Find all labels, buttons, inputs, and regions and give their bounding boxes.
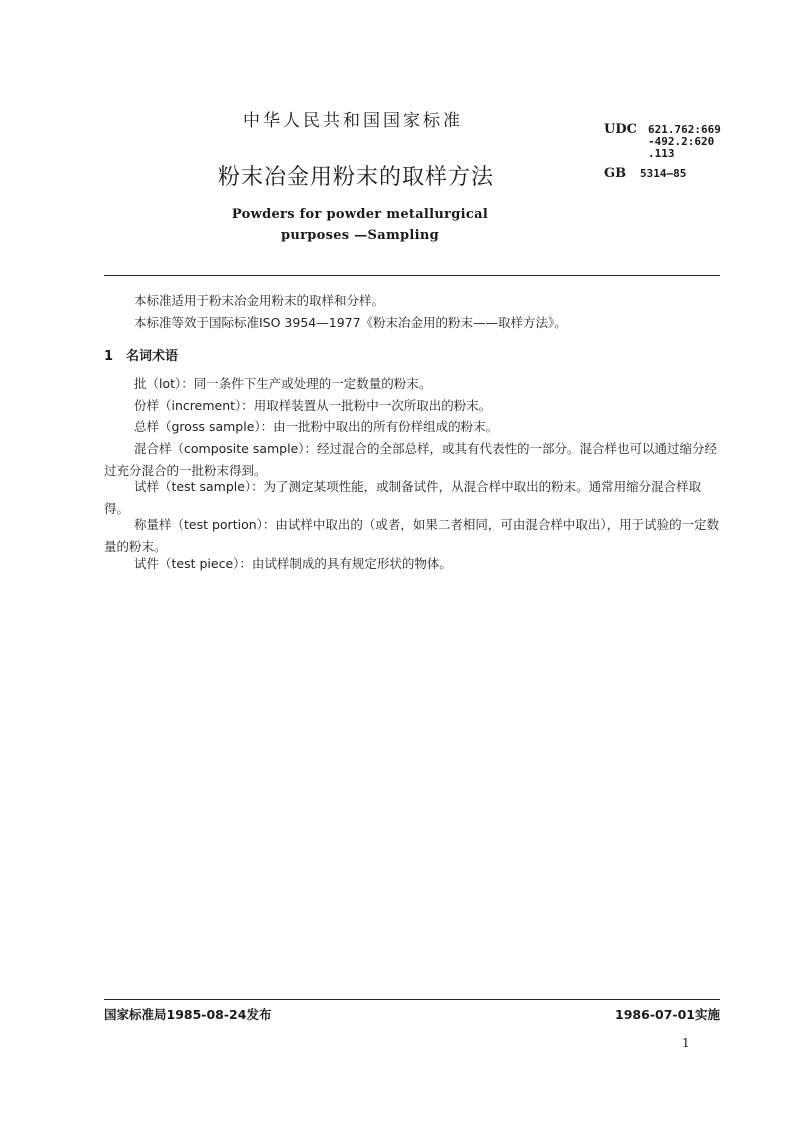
intro-paragraph-2: 本标准等效于国际标准ISO 3954—1977《粉末冶金用的粉末——取样方法》。: [134, 315, 567, 330]
section-1-heading: [104, 345, 178, 364]
classification-codes: [604, 124, 721, 180]
section-title: 名词术语: [126, 349, 179, 364]
document-title-chinese: 粉末冶金用粉末的取样方法: [218, 165, 495, 190]
term-test-sample: 试样（test sample）：为了测定某项性能，或制备试件，从混合样中取出的粉末。通常用缩分混合样取得。: [104, 479, 702, 516]
term-composite-sample: 混合样（composite sample）：经过混合的全部总样，或其有代表性的一部分。混合样也可以通过缩分经过充分混合的一批粉末得到。: [104, 441, 718, 478]
gb-number: 5314—85: [640, 167, 687, 180]
header-divider: [104, 275, 720, 276]
udc-code-3: .113: [648, 147, 675, 160]
term-test-piece: 试件（test piece）：由试样制成的具有规定形状的物体。: [134, 556, 452, 571]
footer-divider: [104, 999, 720, 1000]
effective-date: 1986-07-01实施: [615, 1007, 720, 1022]
issuing-authority: 中华人民共和国国家标准: [243, 111, 463, 131]
udc-code-2: -492.2:620: [648, 135, 715, 148]
term-gross-sample: 总样（gross sample）：由一批粉中取出的所有份样组成的粉末。: [134, 419, 499, 434]
term-lot: 批（lot）：同一条件下生产或处理的一定数量的粉末。: [134, 376, 432, 391]
term-increment: 份样（increment）：用取样装置从一批粉中一次所取出的粉末。: [134, 398, 492, 413]
page-number: 1: [682, 1036, 690, 1050]
term-test-portion: 称量样（test portion）：由试样中取出的（或者，如果二者相同，可由混合样中取出），用于试验的一定数量的粉末。: [104, 517, 720, 554]
gb-label: GB: [604, 166, 627, 181]
udc-label: UDC: [604, 122, 637, 137]
title-english-line-1: Powders for powder metallurgical: [231, 207, 489, 222]
gb-code-line: [604, 168, 721, 180]
title-english-line-2: purposes —Sampling: [280, 228, 440, 243]
udc-code-1: 621.762:669: [648, 123, 721, 136]
issue-date: 国家标准局1985-08-24发布: [104, 1007, 272, 1022]
document-title-english: [230, 204, 490, 246]
intro-paragraph-1: 本标准适用于粉末冶金用粉末的取样和分样。: [134, 293, 385, 308]
section-number: 1: [104, 349, 114, 364]
